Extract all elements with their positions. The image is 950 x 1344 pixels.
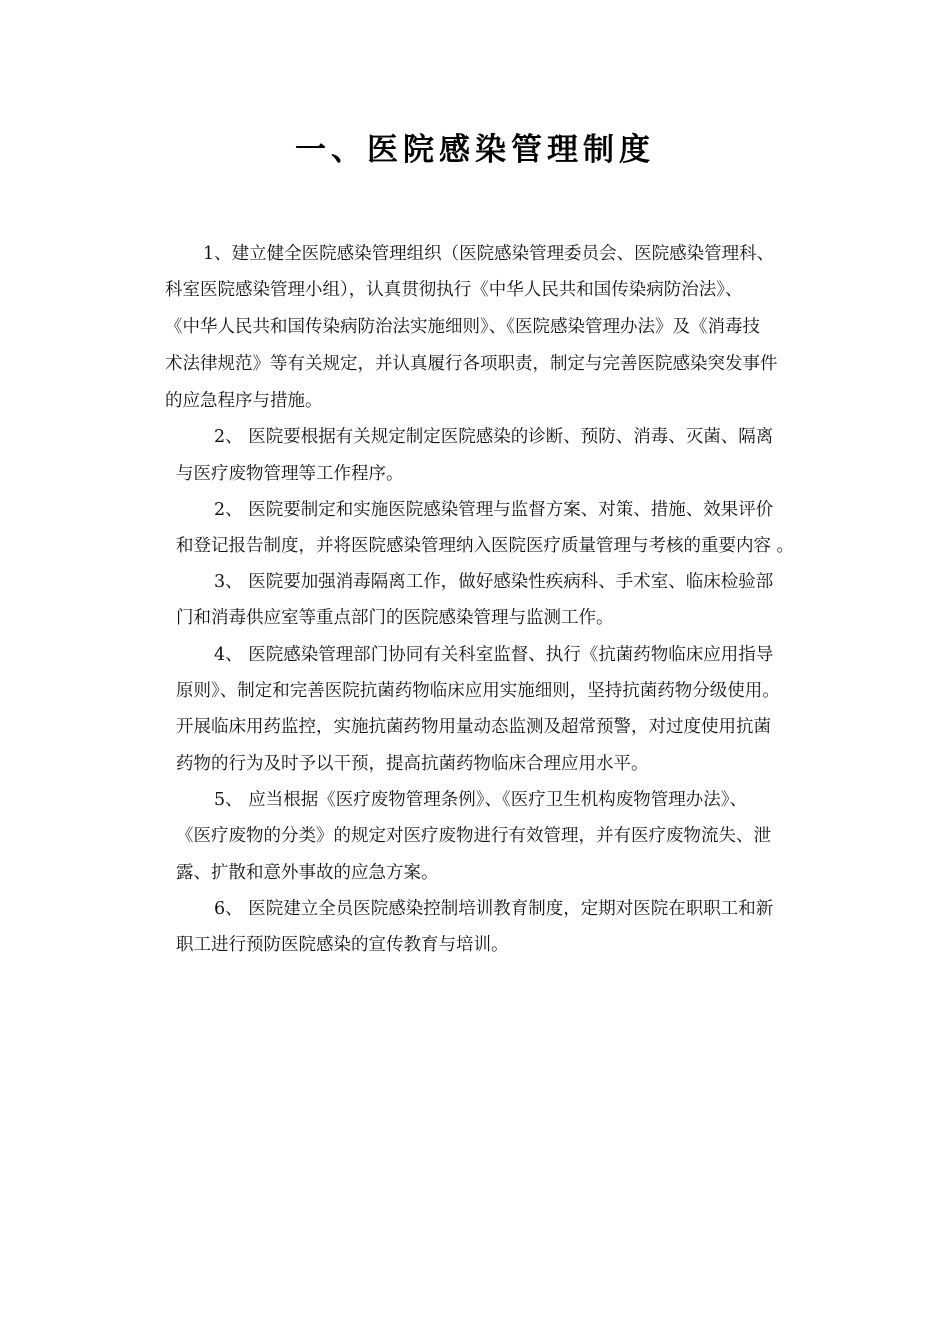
paragraph-6-line-2: 《医疗废物的分类》的规定对医疗废物进行有效管理，并有医疗废物流失、泄 (176, 826, 771, 846)
paragraph-2-line-2: 与医疗废物管理等工作程序。 (176, 464, 404, 484)
paragraph-6-line-1: 5、 应当根据《医疗废物管理条例》、《医疗卫生机构废物管理办法》、 (214, 790, 747, 810)
paragraph-4-line-1: 3、 医院要加强消毒隔离工作，做好感染性疾病科、手术室、临床检验部 (214, 572, 774, 592)
paragraph-4-line-2: 门和消毒供应室等重点部门的医院感染管理与监测工作。 (176, 608, 614, 628)
paragraph-5-line-3: 开展临床用药监控，实施抗菌药物用量动态监测及超常预警，对过度使用抗菌 (176, 717, 771, 737)
paragraph-5-line-4: 药物的行为及时予以干预，提高抗菌药物临床合理应用水平。 (176, 754, 649, 774)
paragraph-5-line-2: 原则》、制定和完善医院抗菌药物临床应用实施细则，坚持抗菌药物分级使用。 (176, 681, 780, 701)
paragraph-1-line-1: 1、建立健全医院感染管理组织（医院感染管理委员会、医院感染管理科、 (203, 244, 775, 264)
paragraph-1-line-3: 《中华人民共和国传染病防治法实施细则》、《医院感染管理办法》及《消毒技 (165, 317, 760, 337)
paragraph-7-line-1: 6、 医院建立全员医院感染控制培训教育制度，定期对医院在职职工和新 (214, 899, 774, 919)
document-title: 一、医院感染管理制度 (295, 132, 655, 168)
paragraph-7-line-2: 职工进行预防医院感染的宣传教育与培训。 (176, 935, 509, 955)
paragraph-1-line-4: 术法律规范》等有关规定，并认真履行各项职责，制定与完善医院感染突发事件 (165, 354, 778, 374)
paragraph-3-line-1: 2、 医院要制定和实施医院感染管理与监督方案、对策、措施、效果评价 (214, 500, 774, 520)
paragraph-5-line-1: 4、 医院感染管理部门协同有关科室监督、执行《抗菌药物临床应用指导 (214, 645, 774, 665)
paragraph-6-line-3: 露、扩散和意外事故的应急方案。 (176, 863, 439, 883)
paragraph-3-line-2: 和登记报告制度，并将医院感染管理纳入医院医疗质量管理与考核的重要内容 。 (176, 536, 795, 556)
paragraph-1-line-2: 科室医院感染管理小组），认真贯彻执行《中华人民共和国传染病防治法》、 (165, 280, 743, 300)
paragraph-2-line-1: 2、 医院要根据有关规定制定医院感染的诊断、预防、消毒、灭菌、隔离 (214, 427, 774, 447)
paragraph-1-line-5: 的应急程序与措施。 (165, 391, 323, 411)
